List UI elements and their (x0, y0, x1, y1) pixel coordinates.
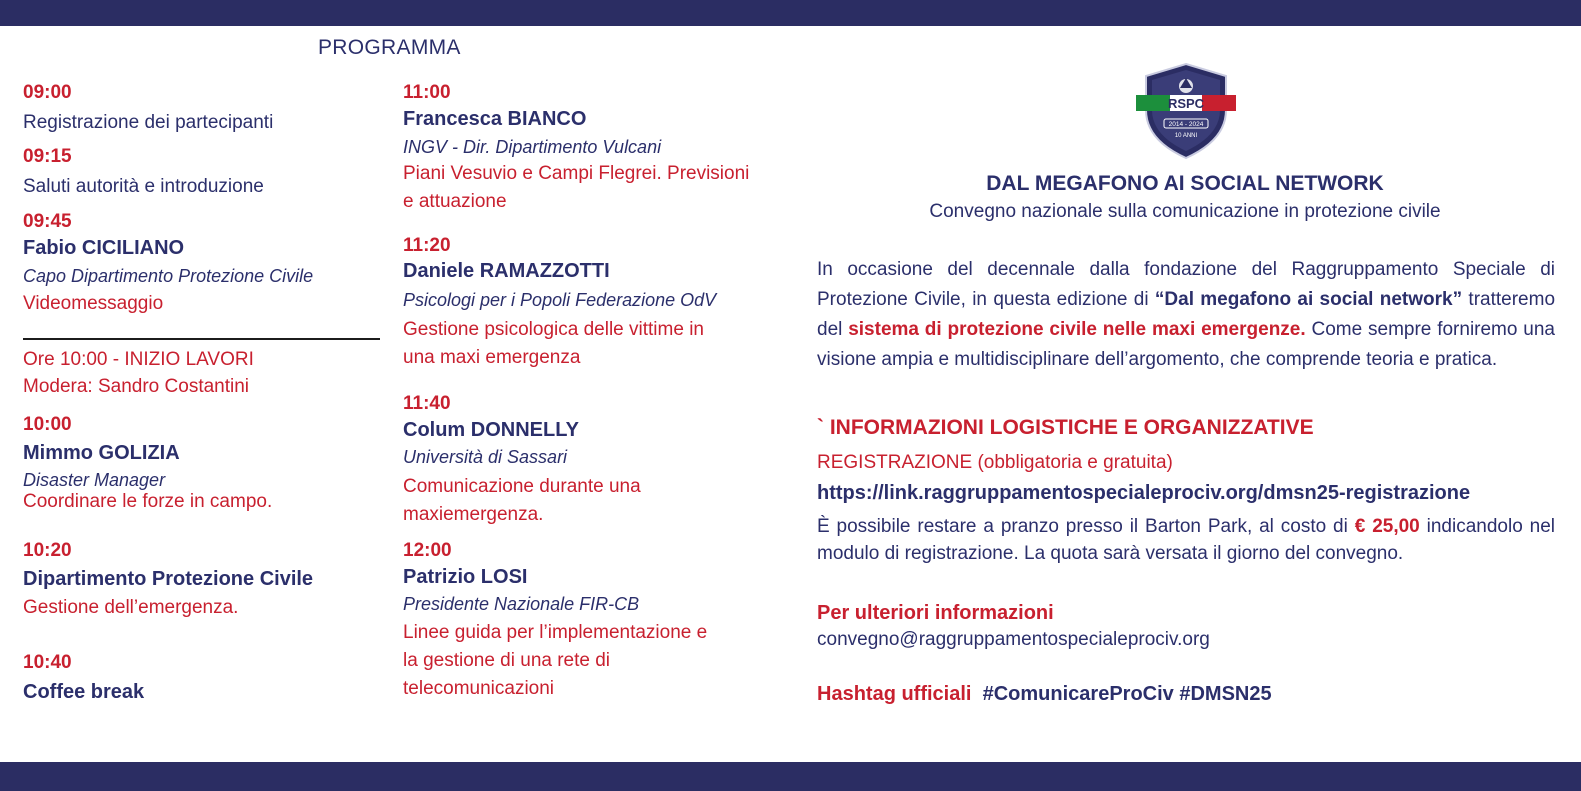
speaker-role: Disaster Manager (23, 470, 166, 490)
speaker-role: INGV - Dir. Dipartimento Vulcani (403, 137, 662, 157)
speaker-role: Università di Sassari (403, 447, 568, 467)
contact-email[interactable]: convegno@raggruppamentospecialeprociv.org (817, 629, 1210, 650)
talk-topic: Coordinare le forze in campo. (23, 491, 273, 512)
start-works: Ore 10:00 - INIZIO LAVORI (23, 349, 254, 370)
para-text: tratteremo del (817, 289, 1556, 340)
shield-emblem-icon (1134, 62, 1238, 160)
para-text: In occasione del decennale dalla fondazione del Raggruppamento Speciale di Protezione Civile, in questa edizione di (817, 259, 1555, 310)
intro-paragraph (817, 255, 1555, 375)
bottom-band (0, 762, 1581, 791)
divider (23, 338, 380, 340)
talk-topic: Gestione psicologica delle vittime in una maxi emergenza (403, 319, 704, 368)
time-0900: 09:00 (23, 82, 72, 103)
lunch-price: € 25,00 (1354, 516, 1420, 537)
speaker-role: Capo Dipartimento Protezione Civile (23, 266, 314, 286)
speaker-name: Colum DONNELLY (403, 419, 579, 441)
hashtag-line (817, 683, 1272, 706)
edition-title: “Dal megafono ai social network” (1154, 289, 1463, 310)
speaker-role: Presidente Nazionale FIR-CB (403, 594, 640, 614)
talk-topic: Gestione dell’emergenza. (23, 597, 239, 618)
speaker-name: Daniele RAMAZZOTTI (403, 260, 610, 282)
time-1200: 12:00 (403, 540, 452, 561)
time-1000: 10:00 (23, 414, 72, 435)
speaker-name: Patrizio LOSI (403, 566, 528, 588)
time-1020: 10:20 (23, 540, 72, 561)
time-1040: 10:40 (23, 652, 72, 673)
time-1100: 11:00 (403, 82, 451, 103)
talk-topic: Videomessaggio (23, 293, 164, 314)
speaker-name: Mimmo GOLIZIA (23, 442, 180, 464)
registration-label: REGISTRAZIONE (obbligatoria e gratuita) (817, 452, 1173, 473)
lunch-text: indicandolo nel modulo di registrazione. La quota sarà versata il giorno del convegno. (817, 516, 1556, 564)
talk-topic: Piani Vesuvio e Campi Flegrei. Previsioni e attuazione (403, 163, 750, 212)
para-text: Come sempre forniremo una visione ampia e multidisciplinare dell’argomento, che comprende teoria e pratica. (817, 319, 1555, 370)
para-topic: sistema di protezione civile nelle maxi emergenze. (848, 319, 1306, 340)
talk-topic: Comunicazione durante una maxiemergenza. (403, 476, 641, 525)
logistics-heading: ` INFORMAZIONI LOGISTICHE E ORGANIZZATIVE (817, 416, 1314, 439)
hashtag-label: Hashtag ufficiali (817, 683, 972, 705)
conference-subtitle: Convegno nazionale sulla comunicazione in protezione civile (929, 201, 1441, 222)
more-info-heading: Per ulteriori informazioni (817, 602, 1054, 624)
lunch-paragraph (817, 513, 1555, 567)
item-text: Saluti autorità e introduzione (23, 176, 264, 197)
svg-text:2014 - 2024: 2014 - 2024 (1168, 121, 1204, 128)
item-text: Registrazione dei partecipanti (23, 112, 274, 133)
talk-topic: Linee guida per l’implementazione e la gestione di una rete di telecomunicazioni (403, 622, 708, 699)
speaker-name: Fabio CICILIANO (23, 237, 185, 259)
top-band (0, 0, 1581, 26)
svg-text:10 ANNI: 10 ANNI (1174, 133, 1198, 139)
speaker-name: Francesca BIANCO (403, 108, 587, 130)
hashtags: #ComunicareProCiv #DMSN25 (982, 683, 1272, 705)
speaker-name: Dipartimento Protezione Civile (23, 568, 314, 590)
time-0945: 09:45 (23, 211, 72, 232)
lunch-text: È possibile restare a pranzo presso il Barton Park, al costo di (817, 516, 1348, 537)
speaker-role: Psicologi per i Popoli Federazione OdV (403, 290, 717, 310)
svg-text:RSPC: RSPC (1167, 96, 1205, 111)
time-0915: 09:15 (23, 146, 72, 167)
moderator: Modera: Sandro Costantini (23, 376, 250, 397)
conference-title: DAL MEGAFONO AI SOCIAL NETWORK (986, 172, 1384, 195)
time-1120: 11:20 (403, 235, 451, 256)
time-1140: 11:40 (403, 393, 451, 414)
registration-link[interactable]: https://link.raggruppamentospecialeprociv.org/dmsn25-registrazione (817, 482, 1471, 504)
program-title: PROGRAMMA (318, 36, 461, 59)
coffee-break: Coffee break (23, 681, 145, 703)
